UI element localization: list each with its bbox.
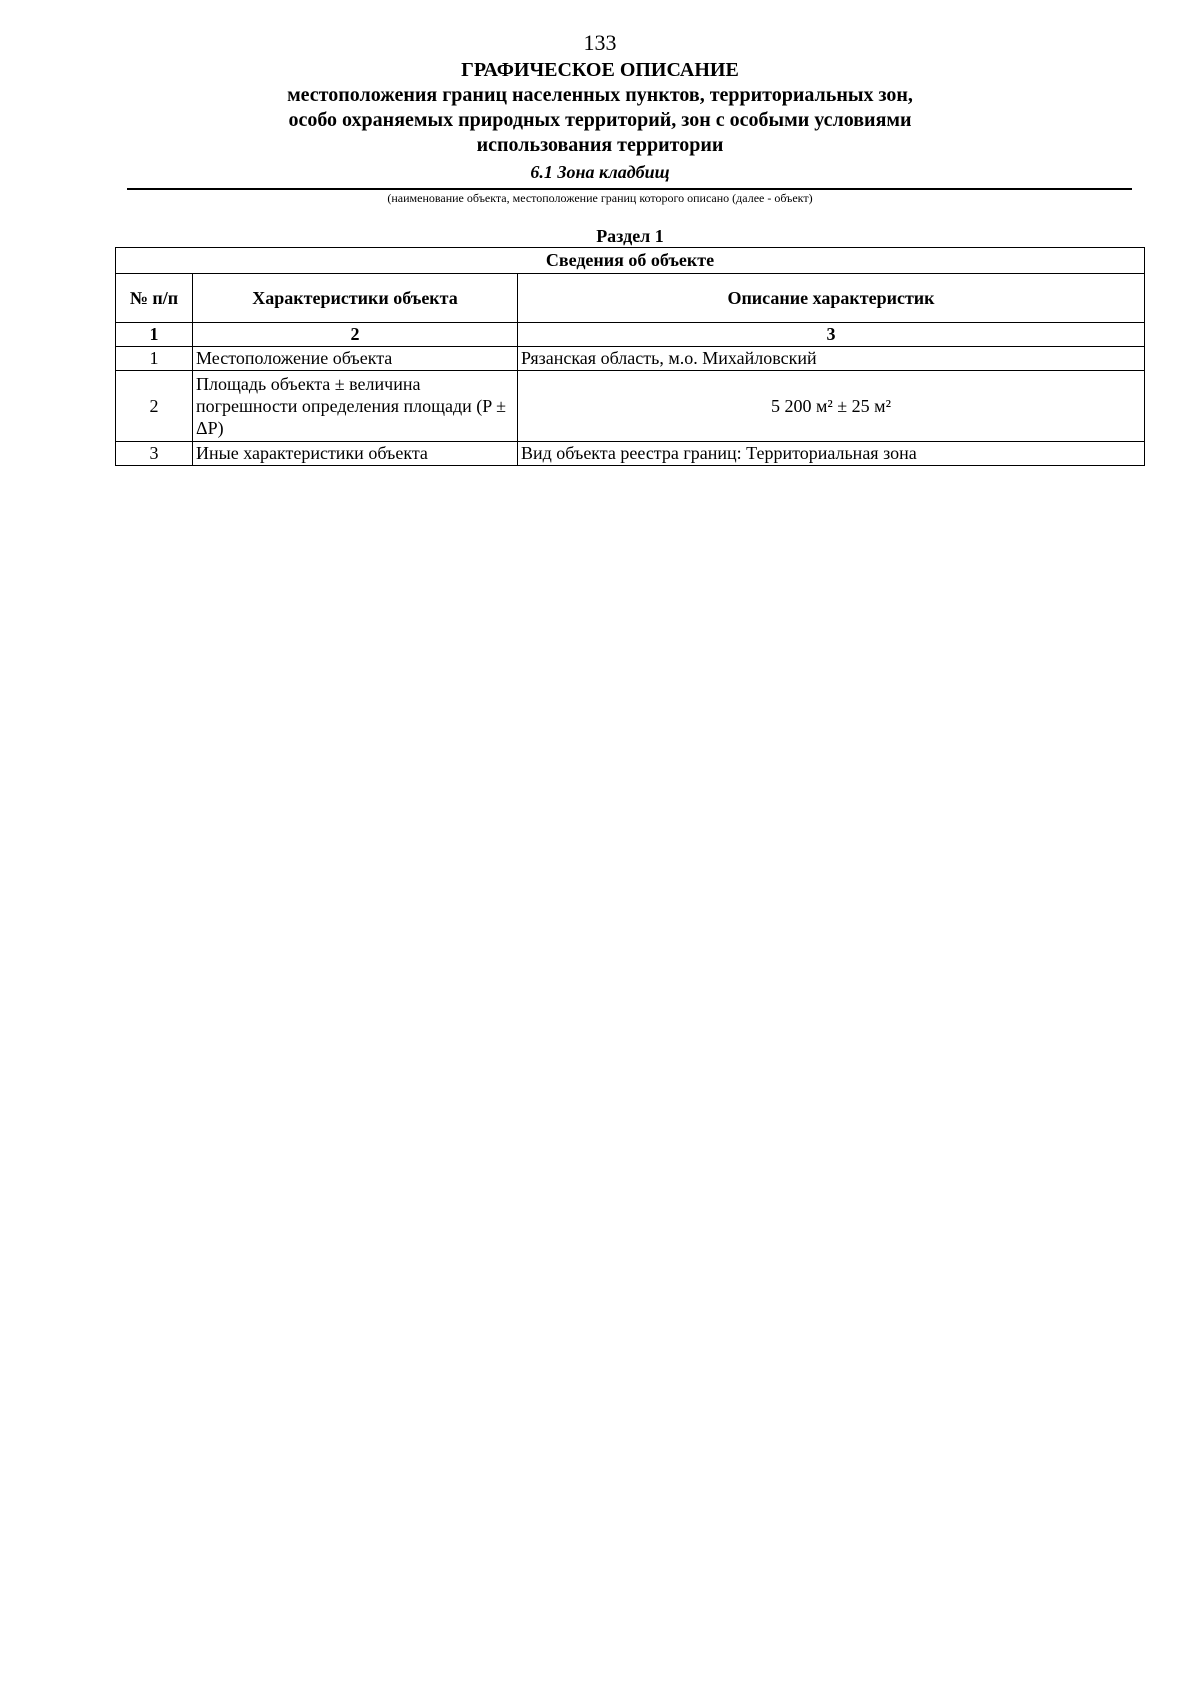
row-characteristic: Местоположение объекта (193, 347, 518, 371)
header-num: № п/п (116, 274, 193, 323)
row-characteristic: Площадь объекта ± величина погрешности определения площади (P ± ΔP) (193, 371, 518, 442)
row-characteristic: Иные характеристики объекта (193, 442, 518, 466)
object-name-underline (127, 188, 1132, 190)
column-index-1: 1 (116, 323, 193, 347)
column-index-3: 3 (518, 323, 1145, 347)
row-description: Рязанская область, м.о. Михайловский (518, 347, 1145, 371)
section-title: Раздел 1 (596, 226, 664, 246)
row-num: 3 (116, 442, 193, 466)
object-name: 6.1 Зона кладбищ (530, 162, 670, 182)
document-title-block (280, 58, 920, 158)
table-row (116, 347, 1145, 371)
row-num: 1 (116, 347, 193, 371)
table-row (116, 371, 1145, 442)
row-description: 5 200 м² ± 25 м² (518, 371, 1145, 442)
page-number: 133 (583, 30, 617, 55)
row-description: Вид объекта реестра границ: Территориальная зона (518, 442, 1145, 466)
table-header-row (116, 274, 1145, 323)
table-caption: Сведения об объекте (116, 248, 1145, 274)
document-title: ГРАФИЧЕСКОЕ ОПИСАНИЕ (461, 59, 739, 81)
column-index-row (116, 323, 1145, 347)
table-caption-row (116, 248, 1145, 274)
object-name-caption: (наименование объекта, местоположение границ которого описано (далее - объект) (387, 191, 813, 205)
object-info-table (115, 247, 1145, 466)
column-index-2: 2 (193, 323, 518, 347)
row-num: 2 (116, 371, 193, 442)
header-description: Описание характеристик (518, 274, 1145, 323)
table-row (116, 442, 1145, 466)
document-subtitle: местоположения границ населенных пунктов, территориальных зон, особо охраняемых природных территорий, зон с особыми условиями использования территории (287, 84, 913, 156)
header-characteristic: Характеристики объекта (193, 274, 518, 323)
